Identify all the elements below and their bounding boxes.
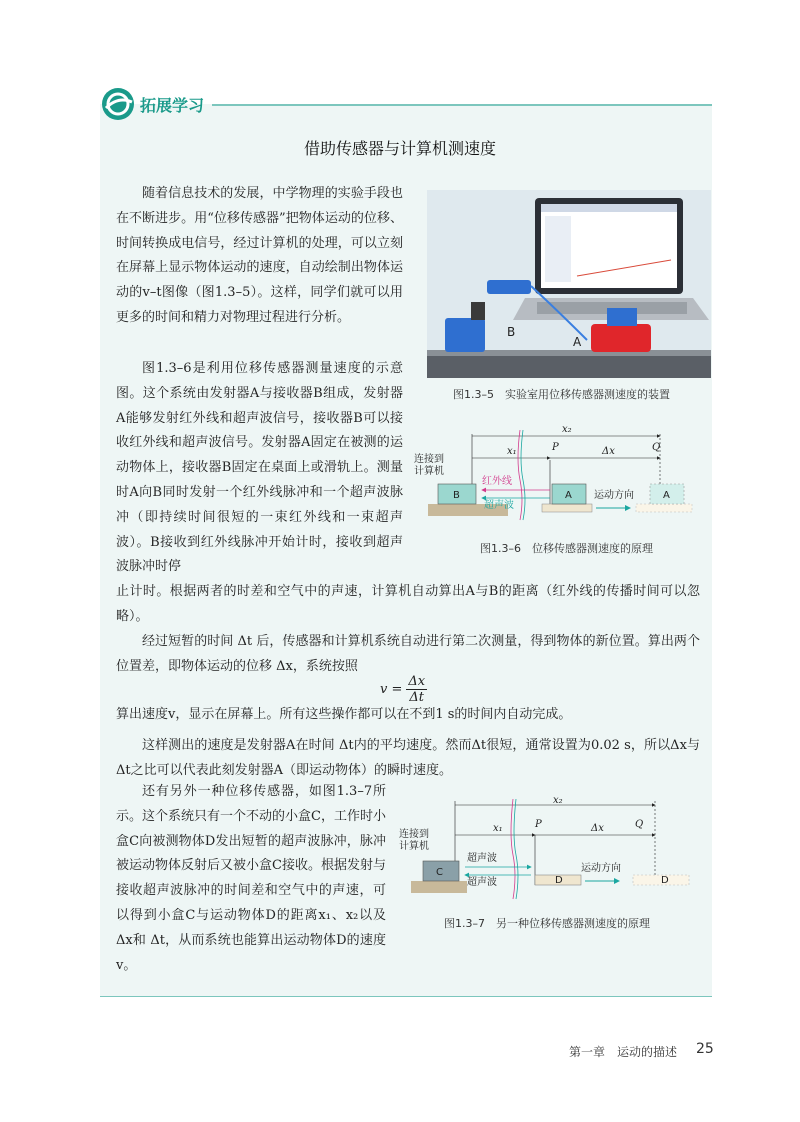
fig6-connect-label: 连接到 (414, 454, 444, 465)
paragraph-system: 图1.3–6是利用位移传感器测量速度的示意图。这个系统由发射器A与接收器B组成，发射器A能够发射红外线和超声波信号，接收器B可以接收红外线和超声波信号。发射器A固定在被测的运动物体上，接收器B固定在桌面上或滑轨上。测量时A向B同时发射一个红外线脉冲和一个超声波脉冲（即持续时间很短的一束红外线和一束超声波）。B接收到红外线脉冲开始计时，接收到超声波脉冲时停 (116, 361, 403, 575)
header-rule (212, 104, 712, 106)
fig6-box-b: B (453, 490, 460, 501)
velocity-formula (380, 674, 427, 705)
page-number: 25 (696, 1041, 714, 1057)
paragraph-second-measure: 经过短暂的时间 Δt 后，传感器和计算机系统自动进行第二次测量，得到物体的新位置。算出两个位置差，即物体运动的位移 Δx，系统按照 (116, 634, 700, 674)
fig7-ultra1-label: 超声波 (467, 853, 497, 864)
figure-5-caption: 图1.3–5 实验室用位移传感器测速度的装置 (453, 388, 670, 401)
fig6-p-label: P (552, 442, 559, 453)
fig7-computer-label: 计算机 (399, 841, 429, 852)
lab-setup-photo (427, 190, 711, 378)
section-label: 拓展学习 (140, 96, 205, 115)
formula-lhs: v = (380, 682, 403, 697)
fig6-direction-label: 运动方向 (594, 490, 634, 501)
fig6-box-a2: A (663, 490, 670, 501)
section-logo-icon (100, 86, 136, 122)
chapter-footer: 第一章 运动的描述 (569, 1045, 678, 1059)
paragraph-average: 这样测出的速度是发射器A在时间 Δt内的平均速度。然而Δt很短，通常设置为0.02 s，所以Δx与Δt之比可以代表此刻发射器A（即运动物体）的瞬时速度。 (116, 738, 700, 778)
fig7-ultra2-label: 超声波 (467, 877, 497, 888)
fig6-infrared-label: 红外线 (482, 476, 512, 487)
fig7-box-c: C (436, 867, 443, 878)
bottom-rule (100, 996, 712, 997)
photo-label-a: A (573, 335, 582, 349)
formula-numerator: Δx (408, 674, 426, 689)
formula-denominator: Δt (409, 690, 425, 705)
fig6-x2-label: x₂ (562, 424, 572, 435)
paragraph-system-cont: 止计时。根据两者的时差和空气中的声速，计算机自动算出A与B的距离（红外线的传播时间可以忽略）。 (116, 584, 700, 624)
fig6-x1-label: x₁ (507, 446, 517, 457)
fig6-q-label: Q (652, 442, 661, 453)
fig7-connect-label: 连接到 (399, 829, 429, 840)
photo-label-b: B (507, 325, 516, 339)
paragraph-other-sensor: 还有另外一种位移传感器，如图1.3–7所示。这个系统只有一个不动的小盒C，工作时小盒C向被测物体D发出短暂的超声波脉冲，脉冲被运动物体反射后又被小盒C接收。根据发射与接收超声波脉冲的时间差和空气中的声速，可以得到小盒C与运动物体D的距离x₁、x₂以及 Δx和 Δt，从而系统也能算出运动物体D的速度v。 (116, 784, 386, 973)
fig7-dx-label: Δx (591, 823, 604, 834)
fig7-box-d1: D (555, 875, 563, 886)
figure-7-diagram (395, 795, 705, 905)
paragraph-display: 算出速度v，显示在屏幕上。所有这些操作都可以在不到1 s的时间内自动完成。 (116, 707, 572, 722)
formula-fraction (406, 674, 427, 705)
figure-7-caption: 图1.3–7 另一种位移传感器测速度的原理 (444, 917, 650, 930)
paragraph-intro: 随着信息技术的发展，中学物理的实验手段也在不断进步。用“位移传感器”把物体运动的位移、时间转换成电信号，经过计算机的处理，可以立刻在屏幕上显示物体运动的速度，自动绘制出物体运动的v–t图像（图1.3–5）。这样，同学们就可以用更多的时间和精力对物理过程进行分析。 (116, 186, 403, 325)
fig6-computer-label: 计算机 (414, 466, 444, 477)
fig7-direction-label: 运动方向 (581, 863, 621, 874)
fig7-q-label: Q (635, 819, 644, 830)
article-title: 借助传感器与计算机测速度 (303, 139, 496, 158)
figure-6-caption: 图1.3–6 位移传感器测速度的原理 (480, 542, 653, 555)
fig7-x1-label: x₁ (493, 823, 503, 834)
fig6-ultrasonic-label: 超声波 (484, 500, 514, 511)
fig7-box-d2: D (661, 875, 669, 886)
fig6-dx-label: Δx (602, 446, 615, 457)
fig7-p-label: P (535, 819, 542, 830)
figure-6-diagram (402, 420, 702, 530)
fig7-x2-label: x₂ (553, 795, 563, 806)
fig6-box-a1: A (565, 490, 572, 501)
